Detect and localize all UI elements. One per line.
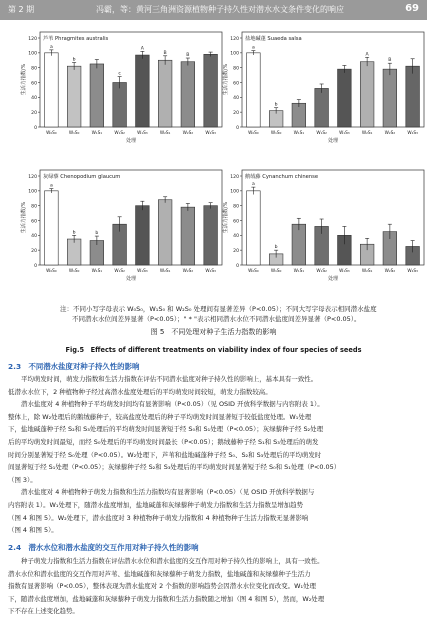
x-tick-label: W₀S₀ [248,131,259,136]
x-axis-label: 处理 [125,138,137,144]
x-tick-label: W₁S₀ [68,269,80,274]
significance-letter: B [186,53,190,59]
x-tick-label: W₁S₁ [91,269,103,274]
text-line: 种子萌发力指数和生活力指数在评估潜水水位和潜水盐度的交互作用对种子持久性的影响上，具有一致性。 [21,557,324,565]
text-line: 潜水盐度对 4 种植物种子平均萌发时间均有显著影响（P<0.05）（见 OSID 开放科学数据与内容附表 1）。 [21,400,324,409]
x-tick-label: W₀S₀ [248,269,259,274]
x-tick-label: W₁S₀ [270,131,282,136]
bar [360,62,374,127]
x-axis-label: 处理 [327,138,339,144]
x-tick-label: W₂S₂ [182,131,194,136]
significance-letter: a [251,182,255,188]
bar [45,53,59,127]
y-tick-label: 60 [31,219,37,225]
x-tick-label: W₁S₂ [114,131,125,136]
issue-number: 第 2 期 [8,5,35,14]
x-tick-label: W₁S₀ [68,131,80,136]
y-tick-label: 80 [233,66,239,72]
y-tick-label: 20 [31,110,37,116]
significance-letter: b [72,230,76,236]
y-tick-label: 80 [31,204,37,210]
x-tick-label: W₂S₁ [159,131,171,136]
x-tick-label: W₁S₃ [137,269,148,274]
x-tick-label: W₂S₃ [205,269,216,274]
figure-caption-en: Fig.5 Effects of different treatments on viability index of four species of seeds [65,346,362,354]
x-tick-label: W₂S₁ [361,269,373,274]
x-tick-label: W₁S₂ [316,269,327,274]
y-tick-label: 20 [233,248,239,254]
y-tick-label: 0 [34,125,37,131]
y-axis-label: 生活力指数/% [21,63,27,96]
x-axis-label: 处理 [125,276,137,282]
significance-letter: b [274,245,278,251]
y-tick-label: 120 [28,36,37,42]
y-tick-label: 120 [230,174,239,180]
significance-letter: b [95,231,99,237]
chart-panel-2 [222,32,424,144]
y-tick-label: 80 [31,66,37,72]
bar [45,191,59,265]
figure-caption-cn: 图 5 不同处理对种子生活力指数的影响 [150,328,277,336]
x-tick-label: W₂S₂ [384,269,396,274]
y-tick-label: 20 [31,248,37,254]
section-heading: 2.3 不同潜水盐度对种子持久性的影响 [8,362,140,371]
x-tick-label: W₁S₂ [114,269,125,274]
text-line: 后的平均萌发时间最短，而经 S₀处理后的平均萌发时间最长（P<0.05）；鹅绒藤种子经 S₁和 S₃处理后的萌发 [8,437,319,446]
text-line: 下，盐地碱蓬种子经 S₂和 S₃处理后的平均萌发时间显著短于经 S₀和 S₁处理（P<0.05）；灰绿藜种子经 S₂处理 [8,425,324,434]
x-tick-label: W₀S₀ [46,131,57,136]
y-tick-label: 100 [230,51,239,57]
bar [383,69,397,127]
bar [181,62,195,127]
bar [67,66,81,127]
text-line: 指数有显著影响（P<0.05），整体表现为潜水盐度对 2 个指数的影响趋势会因潜水水位变化而改变。W₁处理 [8,582,316,591]
y-axis-label: 生活力指数/% [223,63,229,96]
figure-note-line: 注：不同小写字母表示 W₀S₀，W₁S₀ 和 W₂S₀ 处理间有显著差异（P<0.05）；不同大写字母表示相同潜水盐度 [60,305,377,313]
y-tick-label: 60 [233,219,239,225]
y-tick-label: 40 [31,96,37,102]
bar [292,224,306,265]
figure-note [60,304,390,324]
y-tick-label: 40 [31,234,37,240]
text-line: （图 3）。 [8,475,37,484]
y-tick-label: 20 [233,110,239,116]
text-line: 下，随潜水盐度增加，盐地碱蓬和灰绿藜种子萌发力指数和生活力指数随之增加（图 4 和图 5），然而，W₂处理 [8,594,325,603]
bar [181,207,195,265]
y-tick-label: 120 [230,36,239,42]
chart-panel-3 [20,170,222,282]
y-tick-label: 60 [31,81,37,87]
text-line: 整体上，除 W₂处理后的鹅绒藤种子，较高盐度处理后的种子平均萌发时间显著短于较低盐度处理。W₁处理 [8,412,312,421]
x-tick-label: W₂S₃ [407,131,418,136]
bar [247,53,261,127]
significance-letter: a [49,183,53,189]
x-tick-label: W₂S₂ [182,269,194,274]
y-tick-label: 100 [28,51,37,57]
x-tick-label: W₁S₁ [91,131,103,136]
bar [90,64,104,127]
y-tick-label: 0 [236,125,239,131]
text-line: 低潜水水位下，2 种植物种子经过高潜水盐度处理后的平均萌发时间较短，萌发力指数较高。 [8,387,272,396]
y-tick-label: 0 [236,263,239,269]
text-line: 下不存在上述变化趋势。 [8,607,79,616]
x-tick-label: W₁S₀ [270,269,282,274]
bar [158,60,172,127]
bar [67,239,81,265]
chart-panel-1 [20,32,222,144]
y-tick-label: 100 [230,189,239,195]
bar [406,66,420,127]
x-tick-label: W₂S₁ [159,269,171,274]
x-tick-label: W₂S₁ [361,131,373,136]
bar [136,206,150,265]
y-tick-label: 120 [28,174,37,180]
bar [113,83,127,128]
y-tick-label: 0 [34,263,37,269]
section-2-4-body [8,555,420,618]
significance-letter: A [140,46,144,52]
x-axis-label: 处理 [327,276,339,282]
text-line: 潜水水位和潜水盐度的交互作用对芦苇、盐地碱蓬和灰绿藜种子萌发力指数，盐地碱蓬和灰绿藜种子生活力 [8,569,311,578]
figure-note-line: 不同潜水水位间差异显著（P<0.05）；" * "表示相同潜水水位不同潜水盐度间差异显著（P<0.05）。 [72,315,361,323]
x-tick-label: W₁S₃ [137,131,148,136]
text-line: 间显著短于经 S₁处理（P<0.05）；灰绿藜种子经 S₂和 S₃处理后的平均萌发时间显著短于经 S₀和 S₁处理（P<0.05） [8,463,341,472]
chart-panel-4 [222,170,424,282]
x-tick-label: W₂S₃ [205,131,216,136]
chart-title: 芦苇 Phragmites australis [43,36,109,42]
y-tick-label: 60 [233,81,239,87]
significance-letter: a [251,45,255,51]
x-tick-label: W₁S₁ [293,269,305,274]
x-tick-label: W₂S₂ [384,131,396,136]
page-header [0,0,427,20]
chart-title: 灰绿藜 Chenopodium glaucum [43,174,121,180]
x-tick-label: W₁S₁ [293,131,305,136]
text-line: （图 4 和图 5）。W₂处理下，潜水盐度对 3 种植物种子萌发力指数和 4 种植物种子生活力指数无显著影响 [8,513,309,522]
x-tick-label: W₁S₃ [339,131,350,136]
bar [338,69,352,127]
y-tick-label: 80 [233,204,239,210]
text-line: 潜水盐度对 4 种植物种子萌发力指数和生活力指数均有显著影响（P<0.05）（见 OSID 开放科学数据与 [21,488,315,497]
bar [315,88,329,127]
y-tick-label: 40 [233,234,239,240]
text-line: 内容附表 1）。W₁处理下，随潜水盐度增加，盐地碱蓬和灰绿藜种子萌发力指数和生活力指数呈增加趋势 [8,500,304,509]
significance-letter: A [365,52,369,58]
chart-title: 鹅绒藤 Cynanchum chinense [245,174,319,180]
significance-letter: B [388,58,392,64]
significance-letter: a [49,44,53,50]
chart-title: 盐地碱蓬 Suaeda salsa [245,36,302,42]
significance-letter: b [72,57,76,63]
significance-letter: b [274,102,278,108]
bar [158,200,172,265]
running-title: 冯霸，等：黄河三角洲资源植物种子持久性对潜水水文条件变化的响应 [96,5,344,14]
page-number: 69 [405,3,419,14]
section-2-3-body [8,373,420,537]
text-line: 时间分别显著短于经 S₀处理（P<0.05）。W₂处理下，芦苇和盐地碱蓬种子经 S₀、S₂和 S₃处理后的平均萌发时 [8,450,322,459]
significance-letter: c [118,71,121,77]
x-tick-label: W₁S₂ [316,131,327,136]
bar [136,55,150,127]
y-tick-label: 100 [28,189,37,195]
section-heading: 2.4 潜水水位和潜水盐度的交互作用对种子持久性的影响 [8,543,199,552]
bar [247,191,261,265]
text-line: 平均萌发时间，萌发力指数和生活力指数在评估不同潜水盐度对种子持久性的影响上，基本具有一致性。 [21,375,318,383]
text-line: （图 4 和图 5）。 [8,526,58,535]
bar [204,206,218,265]
y-axis-label: 生活力指数/% [21,201,27,234]
significance-letter: B [163,50,167,56]
y-tick-label: 40 [233,96,239,102]
x-tick-label: W₁S₃ [339,269,350,274]
x-tick-label: W₂S₃ [407,269,418,274]
figure-5-charts [0,22,427,302]
bar [204,54,218,127]
y-axis-label: 生活力指数/% [223,201,229,234]
x-tick-label: W₀S₀ [46,269,57,274]
